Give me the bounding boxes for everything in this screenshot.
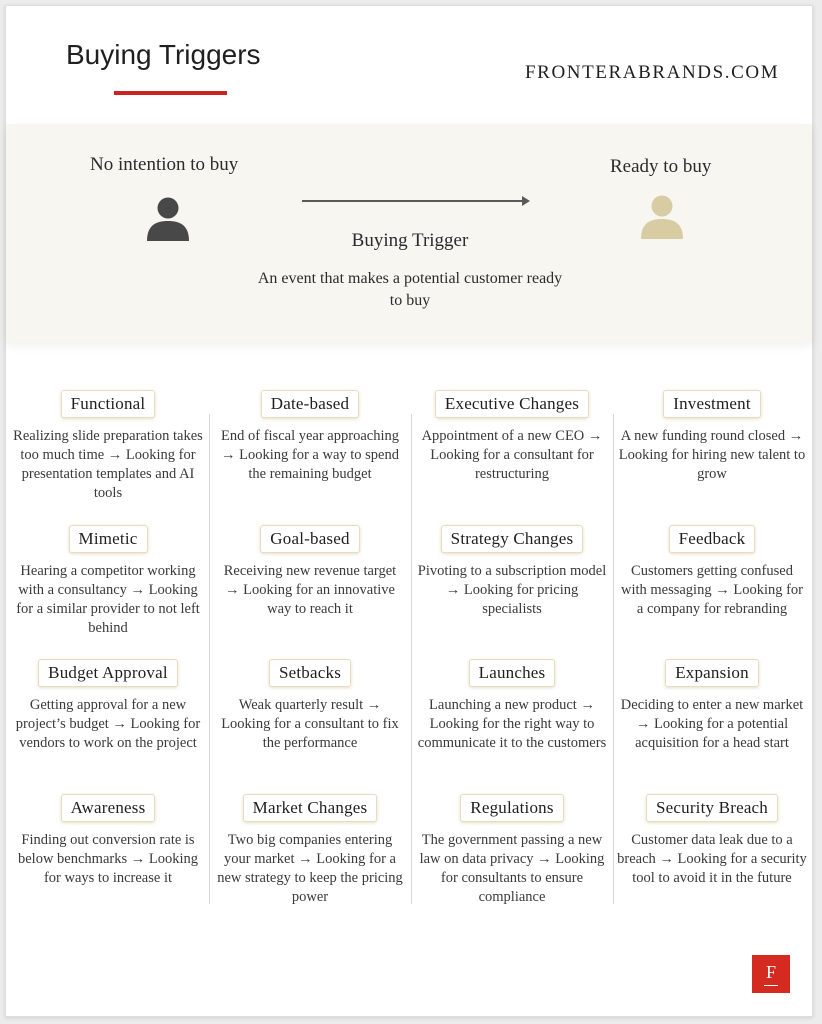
- trigger-description: End of fiscal year approaching → Looking for a way to spend the remaining budget: [221, 428, 399, 482]
- buying-trigger-label: Buying Trigger: [351, 230, 469, 251]
- trigger-name: Functional: [61, 390, 156, 418]
- brand-logo-icon[interactable]: [752, 955, 790, 993]
- trigger-description: Launching a new product → Looking for the right way to communicate it to the customers: [417, 697, 607, 751]
- trigger-card: [417, 390, 607, 484]
- trigger-name: Goal-based: [260, 525, 359, 553]
- arrow-right-icon: [522, 196, 530, 206]
- column-divider: [209, 414, 210, 904]
- trigger-description: Customers getting confused with messaging → Looking for a company for rebranding: [620, 563, 804, 617]
- trigger-card: [215, 794, 405, 907]
- trigger-name: Launches: [469, 659, 556, 687]
- buying-trigger-description: An event that makes a potential customer ready to buy: [257, 270, 563, 309]
- trigger-card: [215, 659, 405, 753]
- trigger-card: [617, 659, 807, 753]
- person-icon-dark: [146, 196, 190, 242]
- trigger-description: The government passing a new law on data privacy → Looking for consultants to ensure compliance: [419, 832, 605, 905]
- hero-panel: [6, 124, 812, 342]
- trigger-name: Regulations: [460, 794, 563, 822]
- trigger-card: [215, 390, 405, 484]
- trigger-card: [417, 525, 607, 619]
- person-icon-light: [640, 194, 684, 240]
- trigger-name: Strategy Changes: [441, 525, 584, 553]
- trigger-card: [13, 794, 203, 888]
- trigger-name: Security Breach: [646, 794, 778, 822]
- page-title: Buying Triggers: [66, 39, 261, 70]
- trigger-description: Finding out conversion rate is below benchmarks → Looking for ways to increase it: [17, 832, 198, 886]
- trigger-description: Pivoting to a subscription model → Looking for pricing specialists: [417, 563, 607, 617]
- trigger-card: [617, 794, 807, 888]
- trigger-name: Mimetic: [69, 525, 148, 553]
- trigger-name: Setbacks: [269, 659, 351, 687]
- trigger-description: A new funding round closed → Looking for hiring new talent to grow: [618, 428, 806, 482]
- trigger-description: Two big companies entering your market → Looking for a new strategy to keep the pricing power: [217, 832, 403, 905]
- trigger-card: [13, 390, 203, 503]
- trigger-card: [13, 659, 203, 753]
- trigger-description: Appointment of a new CEO → Looking for a consultant for restructuring: [421, 428, 603, 482]
- no-intention-label: No intention to buy: [90, 154, 239, 175]
- title-underline: [114, 91, 227, 95]
- infographic-card: [5, 5, 813, 1017]
- trigger-name: Feedback: [669, 525, 756, 553]
- trigger-card: [417, 794, 607, 907]
- site-url[interactable]: FRONTERABRANDS.COM: [525, 62, 780, 83]
- trigger-name: Market Changes: [243, 794, 378, 822]
- progress-arrow-line: [302, 200, 528, 202]
- trigger-card: [215, 525, 405, 619]
- column-divider: [411, 414, 412, 904]
- logo-letter: F: [765, 962, 776, 982]
- trigger-card: [617, 390, 807, 484]
- trigger-description: Hearing a competitor working with a consultancy → Looking for a similar provider to not left behind: [16, 563, 200, 636]
- trigger-description: Realizing slide preparation takes too much time → Looking for presentation templates and AI tools: [13, 428, 203, 501]
- trigger-card: [417, 659, 607, 753]
- trigger-name: Date-based: [261, 390, 359, 418]
- trigger-name: Investment: [663, 390, 761, 418]
- logo-underline: [764, 985, 778, 986]
- trigger-card: [13, 525, 203, 638]
- trigger-card: [617, 525, 807, 619]
- ready-to-buy-label: Ready to buy: [610, 156, 712, 177]
- trigger-name: Awareness: [61, 794, 156, 822]
- trigger-description: Customer data leak due to a breach → Looking for a security tool to avoid it in the future: [617, 832, 807, 886]
- column-divider: [613, 414, 614, 904]
- trigger-description: Getting approval for a new project’s budget → Looking for vendors to work on the project: [15, 697, 201, 751]
- trigger-description: Receiving new revenue target → Looking for an innovative way to reach it: [223, 563, 397, 617]
- trigger-name: Budget Approval: [38, 659, 178, 687]
- trigger-description: Deciding to enter a new market → Looking for a potential acquisition for a head start: [620, 697, 804, 751]
- trigger-description: Weak quarterly result → Looking for a consultant to fix the performance: [221, 697, 399, 751]
- trigger-name: Expansion: [665, 659, 759, 687]
- trigger-name: Executive Changes: [435, 390, 589, 418]
